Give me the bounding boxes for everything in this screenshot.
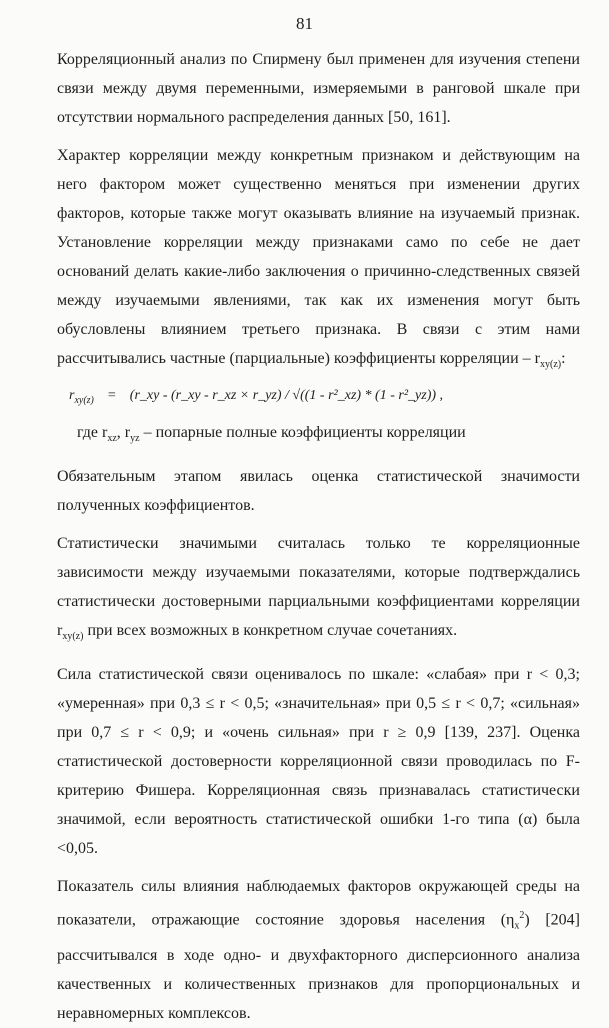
paragraph-significant-text: Статистически значимыми считалась только те корреляционные зависимости между изучаемыми показателями, которые подтверждались статистически достоверными парциальными коэффициентами корреляции r [57, 535, 580, 640]
colon: : [561, 350, 566, 367]
formula-rhs: (r_xy - (r_xy - r_xz × r_yz) / √((1 - r²_xz) * (1 - r²_yz)) , [129, 388, 444, 404]
paragraph-significant-correlations [57, 529, 580, 651]
formula-lhs: r [69, 388, 75, 404]
def-sub-yz: yz [130, 433, 140, 445]
superscript-2: 2 [519, 910, 525, 922]
paragraph-influence-text: Показатель силы влияния наблюдаемых факторов окружающей среды на показатели, отражающие состояние здоровья населения (η [57, 878, 580, 929]
def-mid: , r [116, 423, 131, 441]
paragraph-partial-correlation [57, 141, 580, 379]
def-prefix: где r [77, 423, 108, 441]
paragraph-strength-scale: Сила статистической связи оценивалось по шкале: «слабая» при r < 0,3; «умеренная» при 0,3 ≤ r < 0,5; «значительная» при 0,5 ≤ r < 0,7; «сильная» при 0,7 ≤ r < 0,9; и «очень сильная» при r ≥ 0,9 [139, 237]. Оценка статистической достоверности корреляционной связи проводилась по F-критерию Фишера. Корреляционная связь признавалась статистически значимой, если вероятность статистической ошибки 1-го типа (α) была <0,05. [57, 666, 580, 858]
page-content [57, 45, 580, 1028]
paragraph-spearman: Корреляционный анализ по Спирмену был применен для изучения степени связи между двумя переменными, измеряемыми в ранговой шкале при отсутствии нормального распределения данных [50, 161]. [57, 51, 580, 126]
subscript-xyz-2: xy(z) [62, 631, 84, 643]
partial-correlation-formula [69, 381, 580, 416]
def-sub-xz: xz [107, 433, 117, 445]
paragraph-influence-index [57, 872, 580, 1028]
paragraph-significance: Обязательным этапом явилась оценка статистической значимости полученных коэффициентов. [57, 468, 580, 515]
formula-equals: = [107, 388, 116, 404]
formula-definition [77, 418, 580, 453]
subscript-x: x [514, 920, 520, 932]
paragraph-influence-end: ) [204] рассчитывался в ходе одно- и двухфакторного дисперсионного анализа качественных и количественных признаков для пропорциональных и неравномерных комплексов. [57, 911, 581, 1022]
subscript-xyz: xy(z) [540, 359, 562, 371]
page-number: 81 [296, 14, 313, 33]
def-rest: – попарные полные коэффициенты корреляции [139, 423, 466, 441]
formula-lhs-sub: xy(z) [74, 394, 94, 406]
paragraph-significant-end: при всех возможных в конкретном случае сочетаниях. [83, 622, 458, 640]
paragraph-partial-correlation-text: Характер корреляции между конкретным признаком и действующим на него фактором может существенно меняться при изменении других факторов, которые также могут оказывать влияние на изучаемый признак. Установление корреляции между признаками само по себе не дает оснований делать какие-либо заключения о причинно-следственных связей между изучаемыми явлениями, так как их изменения могут быть обусловлены влиянием третьего признака. В связи с этим нами рассчитывались частные (парциальные) коэффициенты корреляции – r [57, 147, 580, 367]
